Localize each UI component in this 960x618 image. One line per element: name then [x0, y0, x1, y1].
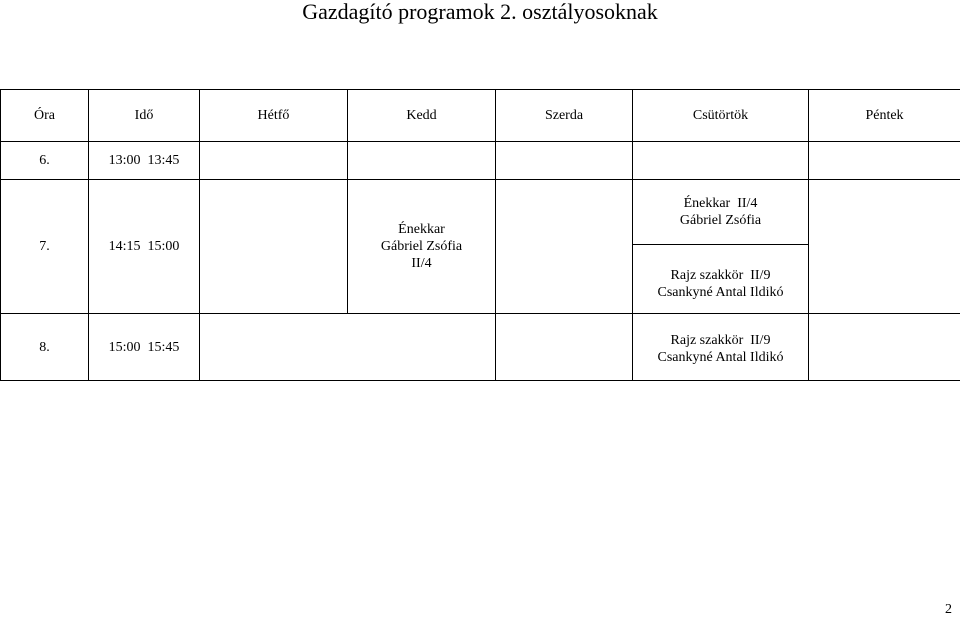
- row6-pentek: [809, 142, 960, 180]
- row7-csutortok-bottom-teacher: Csankyné Antal Ildikó: [657, 285, 784, 300]
- header-row: [1, 90, 960, 142]
- row7-pentek: [809, 180, 960, 314]
- row7-szerda: [496, 180, 633, 314]
- row7-ido: 14:15 15:00: [89, 180, 200, 314]
- header-szerda: Szerda: [496, 90, 633, 142]
- row7-csutortok: [633, 180, 809, 314]
- schedule-table: [0, 89, 960, 381]
- table-row-8: [1, 314, 960, 381]
- header-kedd: Kedd: [348, 90, 496, 142]
- page-number: 2: [945, 602, 952, 617]
- row8-pentek: [809, 314, 960, 381]
- table-row-7: [1, 180, 960, 314]
- row7-kedd-room: II/4: [411, 256, 432, 271]
- row7-kedd-subject: Énekkar: [398, 222, 445, 237]
- header-csutortok: Csütörtök: [633, 90, 809, 142]
- table-row-6: [1, 142, 960, 180]
- row6-hetfo: [200, 142, 348, 180]
- row8-hetfo: [200, 314, 348, 381]
- row7-csutortok-top: [633, 180, 808, 245]
- row8-kedd: [348, 314, 496, 381]
- row8-ora: 8.: [1, 314, 89, 381]
- row7-ora: 7.: [1, 180, 89, 314]
- row8-csutortok-subject: Rajz szakkör II/9: [670, 333, 771, 348]
- header-hetfo: Hétfő: [200, 90, 348, 142]
- row6-kedd: [348, 142, 496, 180]
- header-ora: Óra: [1, 90, 89, 142]
- row7-kedd-teacher: Gábriel Zsófia: [380, 239, 463, 254]
- row7-csutortok-bottom: [633, 245, 808, 313]
- document-title: Gazdagító programok 2. osztályosoknak: [302, 0, 658, 24]
- row6-ido: 13:00 13:45: [89, 142, 200, 180]
- row7-kedd: [348, 180, 496, 314]
- row8-ido: 15:00 15:45: [89, 314, 200, 381]
- row7-csutortok-top-subject: Énekkar II/4: [683, 196, 758, 211]
- row7-csutortok-bottom-subject: Rajz szakkör II/9: [670, 268, 771, 283]
- row7-hetfo: [200, 180, 348, 314]
- row7-csutortok-top-teacher: Gábriel Zsófia: [679, 213, 762, 228]
- row6-szerda: [496, 142, 633, 180]
- header-ido: Idő: [89, 90, 200, 142]
- row8-szerda: [496, 314, 633, 381]
- row6-csutortok: [633, 142, 809, 180]
- row8-csutortok: [633, 314, 809, 381]
- row6-ora: 6.: [1, 142, 89, 180]
- header-pentek: Péntek: [809, 90, 960, 142]
- row8-csutortok-teacher: Csankyné Antal Ildikó: [657, 350, 784, 365]
